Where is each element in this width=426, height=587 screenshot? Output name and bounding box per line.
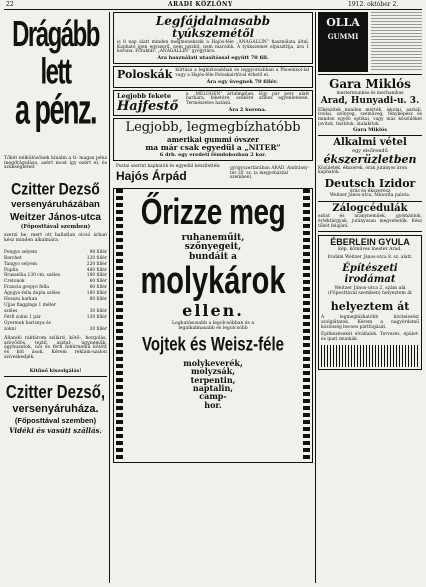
price-row: Tangyo selyem 220 fillér: [4, 261, 107, 267]
ad-moth-protection: [113, 188, 313, 463]
eberlein-decor: [321, 345, 419, 367]
ad-condom: [113, 118, 313, 161]
moth-line-clothes: ruhaneműit,: [181, 232, 245, 243]
column-rule: [315, 12, 316, 583]
ad5-name: Hajós Árpád: [116, 168, 187, 183]
ad2-price: Ára egy üvegnek 70 fillér.: [206, 78, 278, 85]
ad1-title: Legfájdalmasabb: [155, 14, 271, 28]
headline-penz: a pénz.: [14, 86, 97, 134]
product-mothbag: molyzsák,: [190, 366, 236, 377]
price-row: Puplin 480 fillér: [4, 267, 107, 273]
eberlein-text3: Építkezéseket elvállalok. Tervezés, épület- és ipari munkák.: [321, 332, 419, 342]
bottom-firm-name: Czitter Dezső,: [5, 381, 106, 403]
ad3-title: Legjobb fekete: [117, 91, 171, 100]
ad5-label: Postai szerint kaphatók és egyedül készítették:: [116, 164, 221, 170]
alkalmi-text: Közületek, ékszerek, órák jutányos áron kaphatók.: [318, 165, 408, 176]
header-rule: [4, 9, 422, 10]
ad5-address: gyógyszertárában ARAD, Andrássy-tér 20. sz. (a megyeházzal szemben).: [230, 166, 310, 181]
alkalmi-sub: egy elsőrendű: [352, 147, 388, 154]
eberlein-text2: A legmegbízhatóbb kivitelezést szolgáltatok. Kérem a nagyérdemű közönség becses pártfogását.: [321, 315, 419, 330]
ad3-price: Ára 2 korona.: [228, 106, 267, 113]
eberlein-office-text: Weitzer János-utca 2. szám alá (Főposttával szemben) helyeztem át: [328, 286, 412, 296]
price-list: [4, 250, 107, 333]
firm-text: szerzi be, mert ott hallatlan olcsó árban kész minden alkalmára.: [4, 233, 107, 243]
eberlein-text: Irodám Weitzer János-utca 8. sz. alatt.: [327, 254, 413, 260]
zalog-title: Zálogcédulák: [332, 202, 408, 214]
product-camphor2: hor.: [204, 399, 222, 410]
moth-small1: Leghatásosabb a legolcsóbban és a: [171, 321, 255, 327]
price-row: Hosszu barkan 80 fillér: [4, 297, 107, 303]
firm-store: versenyáruházában: [11, 198, 100, 210]
divider: [318, 201, 422, 202]
page-number: 22: [6, 1, 14, 8]
ad4-title: Legjobb, legmegbízhatóbb: [125, 120, 301, 136]
firm-street: Weitzer János-utca: [10, 211, 101, 223]
eberlein-office: Építészeti irodámat: [342, 263, 398, 285]
bottom-firm-store: versenyáruháza.: [12, 402, 99, 415]
outro-text: Állandó raktárom szilárd, kötő-, horgolás, szövődös, textil, asztal-, ágyneműk, ágyhuzatok, női és férfi fehérnemű kötött és köt ások. Kérem reklám-szalon szíveskedjék.: [4, 335, 107, 361]
product-turpentine: terpentin,: [190, 374, 236, 385]
moth-line-furs: bundáit a: [188, 251, 238, 262]
firm-name: Czitter Dezső: [11, 178, 100, 199]
moth-brand: Vojtek és Weisz-féle: [141, 333, 284, 356]
gara-address: Arad, Hunyadi-u. 3.: [320, 96, 420, 107]
divider: [318, 231, 422, 232]
divider: [318, 135, 422, 136]
price-row: széles 30 fillér: [4, 309, 107, 315]
moth-small2: legalkalmasabb és legolcsóbb: [178, 326, 248, 332]
deutsch-address: Weitzer János-utca, Minorita palota.: [329, 193, 411, 199]
ad3-text: a „MELOGEN” ártalmatlan. Egy pár perc alatt barnára, feketére, szőkére színez egyenletesen. Természetes hatású.: [186, 91, 309, 107]
divider: [318, 74, 422, 75]
ad1-title2: tyúkszemétől: [172, 26, 254, 40]
product-naphthalene: naptalin,: [192, 383, 234, 394]
moth-line-carpets: szőnyegeit,: [184, 242, 242, 253]
gara-sub: mestermunkás és mechanikus: [336, 90, 404, 96]
moth-ellen: ellen.: [182, 300, 244, 320]
eberlein-title: ÉBERLEIN GYULA: [330, 237, 410, 248]
moth-headline: Őrizze meg: [140, 191, 286, 232]
ad-hair-dye: [113, 90, 313, 116]
price-row: Gyermek harisnya és: [4, 320, 51, 326]
newspaper-title: ARADI KÖZLÖNY: [168, 1, 233, 8]
ad4-line: ma már csak egyedül a „NITER”: [145, 143, 281, 153]
divider: [4, 376, 107, 377]
right-column: [318, 12, 422, 583]
gara-title: Gara Miklós: [329, 77, 411, 91]
price-row: Férfi zokni 1 pár 130 fillér: [4, 315, 107, 321]
zalog-text: ezüst és aranyneműek, gyémántok, értéktárgyak, jutányosan megvehetők. Kész tőkét felajánl.: [318, 214, 422, 229]
ad2-title: Poloskák: [117, 68, 173, 82]
ad2-text: kiirtása a legbiztosabban és leggyorsabban a Phoenixol-lal vagy a Hajós-féle Poloskairtóval érhető el.: [175, 68, 309, 78]
ad-olla: [318, 12, 422, 72]
olla-sub: GUMMI: [327, 31, 359, 41]
product-camphor1: camp-: [199, 391, 227, 402]
deutsch-title: Deutsch Izidor: [324, 176, 416, 190]
price-row: Ágygyo-fella dupla széles 180 fillér: [4, 291, 107, 297]
ad1-text: is 8 nap alatt minden megmenekszik a Hajós-féle „ANAGALLIN” használata által. Kapható igen egyszerű, nem piszkít, nem maródik. A tyúkszemet elpusztítja, ára 1 korona. Főraktár: „ANAGALLIN” gyógytára.: [117, 40, 309, 55]
olla-illustration: [371, 12, 422, 72]
service-note: Kitűnő kiszolgálás!: [29, 367, 82, 374]
price-row: Brussellia 130 cm. széles 180 fillér: [4, 273, 107, 279]
right-border-pattern: [303, 189, 310, 462]
ad3-title2: Hajfestő: [117, 98, 179, 114]
headline-dragabb: Drágább lett: [12, 14, 99, 93]
price-row: Ujjas flaggings 1 méter: [4, 303, 56, 309]
eberlein-sub: kép. kőműves mester Arad.: [338, 246, 402, 252]
left-column: [4, 12, 107, 583]
alkalmi-title: Alkalmi vétel: [333, 137, 407, 149]
issue-date: 1912. október 2.: [348, 1, 399, 8]
moth-big-word: molykárok: [140, 260, 286, 303]
bottom-firm-location: (Főposttával szemben): [14, 416, 97, 426]
price-row: Francia grepyo fella 80 fillér: [4, 285, 107, 291]
bottom-delivery: Vidéki és vasúti szállás.: [9, 426, 102, 436]
intro-text: Tőkét nélkülözőnek kínálm a ti- magas pénz megdrágulása, azért most így ezért el, és szükségleteit: [4, 155, 107, 171]
ad4-sub: amerikai gummi óvszer: [167, 134, 259, 144]
firm-location: (Főposttával szemben): [20, 224, 91, 231]
alkalmi-shop: ékszerüzletben: [323, 153, 417, 167]
gara-text: Elkészítek minden mérték, iskolai, asztali, irodai, szőnyeg, szemüveg, fényképész és minden egyéb optikai, vagy más készüléket javítok, tisztítok, átalakítok.: [318, 107, 422, 127]
price-row: zokni 20 fillér: [4, 326, 107, 332]
ad-bedbugs: [113, 66, 313, 88]
olla-badge: [318, 12, 368, 72]
price-row: Cretonok 60 fillér: [4, 279, 107, 285]
ad-pharmacy: [113, 163, 313, 184]
ad1-price: Ára használati utasítással együtt 70 fill.: [157, 55, 269, 62]
price-row: Pongyo selyem 98 fillér: [4, 249, 107, 255]
product-mothmix: molykeverék,: [183, 357, 243, 368]
ad-eberlein: [318, 235, 422, 370]
left-border-pattern: [116, 189, 123, 462]
middle-column: [113, 12, 313, 583]
gara-signature: Gara Miklós: [352, 127, 388, 134]
olla-logo: OLLA: [326, 16, 360, 29]
page-header: [0, 0, 426, 10]
eberlein-moved: helyeztem át: [330, 299, 410, 313]
deutsch-sub: órás és ékszerész: [349, 188, 391, 194]
price-row: Barchet 120 fillér: [4, 255, 107, 261]
column-rule: [109, 12, 110, 583]
ad-corn-remover: [113, 12, 313, 64]
ad4-price: 6 drb. egy eredeti fémdobozban 2 kor.: [159, 152, 267, 159]
